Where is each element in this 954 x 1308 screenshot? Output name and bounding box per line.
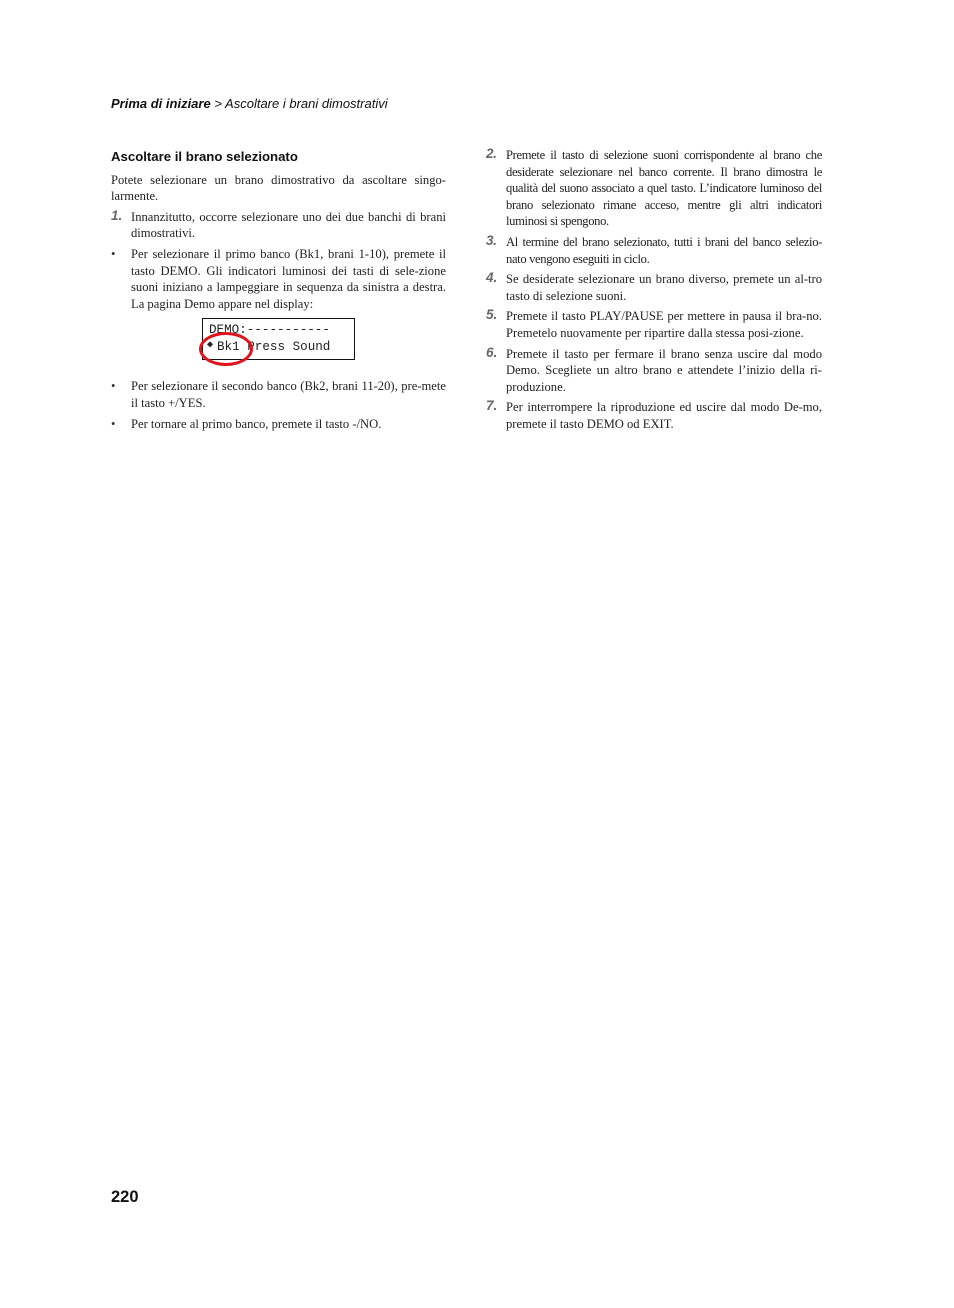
cursor-arrow-icon: ◆ bbox=[207, 340, 214, 352]
step-text: Per interrompere la riproduzione ed uscire dal modo De-mo, premete il tasto DEMO od EXIT. bbox=[506, 400, 822, 431]
breadcrumb-section: Prima di iniziare bbox=[111, 96, 211, 111]
highlight-circle bbox=[199, 332, 253, 366]
bullet-text: Per selezionare il secondo banco (Bk2, brani 11-20), pre-mete il tasto +/YES. bbox=[131, 379, 446, 410]
lcd-line-1: DEMO:----------- bbox=[209, 323, 330, 338]
step-6 bbox=[486, 346, 822, 396]
step-text: Premete il tasto PLAY/PAUSE per mettere in pausa il bra-no. Premetelo nuovamente per ripartire dalla stessa posi-zione. bbox=[506, 309, 822, 340]
bullet-icon: • bbox=[111, 416, 116, 431]
bullet-item-1 bbox=[111, 246, 446, 312]
step-number: 7. bbox=[486, 398, 498, 414]
section-heading: Ascoltare il brano selezionato bbox=[111, 149, 298, 164]
lcd-line-2: Bk1 Press Sound bbox=[217, 340, 331, 355]
breadcrumb-page: Ascoltare i brani dimostrativi bbox=[225, 96, 388, 111]
bullet-icon: • bbox=[111, 379, 116, 394]
step-text: Premete il tasto per fermare il brano senza uscire dal modo Demo. Scegliete un altro brano e attendete l’inizio della ri-produzione. bbox=[506, 346, 822, 394]
bullet-icon: • bbox=[111, 246, 116, 261]
step-1 bbox=[111, 209, 446, 242]
step-number: 3. bbox=[486, 232, 497, 248]
intro-paragraph: Potete selezionare un brano dimostrativo da ascoltare singo-larmente. bbox=[111, 172, 446, 204]
page-number: 220 bbox=[111, 1188, 139, 1206]
step-2 bbox=[486, 147, 822, 230]
step-number: 4. bbox=[486, 270, 498, 286]
step-text: Se desiderate selezionare un brano diverso, premete un al-tro tasto di selezione suoni. bbox=[506, 272, 822, 303]
bullet-item-2 bbox=[111, 378, 446, 411]
bullet-text: Per tornare al primo banco, premete il tasto -/NO. bbox=[131, 416, 382, 431]
breadcrumb bbox=[111, 96, 388, 111]
bullet-text: Per selezionare il primo banco (Bk1, brani 1-10), premete il tasto DEMO. Gli indicatori luminosi dei tasti di sele-zione suoni iniziano a lampeggiare in sequenza da sinistra a destra. La pagina Demo appare nel display: bbox=[131, 246, 446, 311]
breadcrumb-separator: > bbox=[210, 96, 226, 111]
right-column bbox=[486, 147, 822, 437]
bullet-item-3 bbox=[111, 416, 446, 433]
left-column bbox=[111, 147, 446, 436]
step-text: Innanzitutto, occorre selezionare uno dei due banchi di brani dimostrativi. bbox=[131, 209, 446, 241]
lcd-figure bbox=[111, 318, 446, 370]
step-number: 1. bbox=[111, 207, 123, 223]
step-4 bbox=[486, 271, 822, 304]
step-number: 5. bbox=[486, 307, 498, 323]
step-7 bbox=[486, 399, 822, 432]
step-text: Al termine del brano selezionato, tutti i brani del banco selezio-nato vengono eseguiti in ciclo. bbox=[506, 234, 822, 266]
step-text: Premete il tasto di selezione suoni corrispondente al brano che desiderate selezionare nel banco corrente. Il brano dimostra le qualità del suono associato a quel tasto. L’indicatore luminoso del brano selezionato rimane acceso, mentre gli altri indicatori luminosi si spengono. bbox=[506, 148, 822, 229]
step-3 bbox=[486, 234, 822, 267]
step-number: 2. bbox=[486, 146, 497, 161]
step-5 bbox=[486, 308, 822, 341]
step-number: 6. bbox=[486, 344, 498, 360]
